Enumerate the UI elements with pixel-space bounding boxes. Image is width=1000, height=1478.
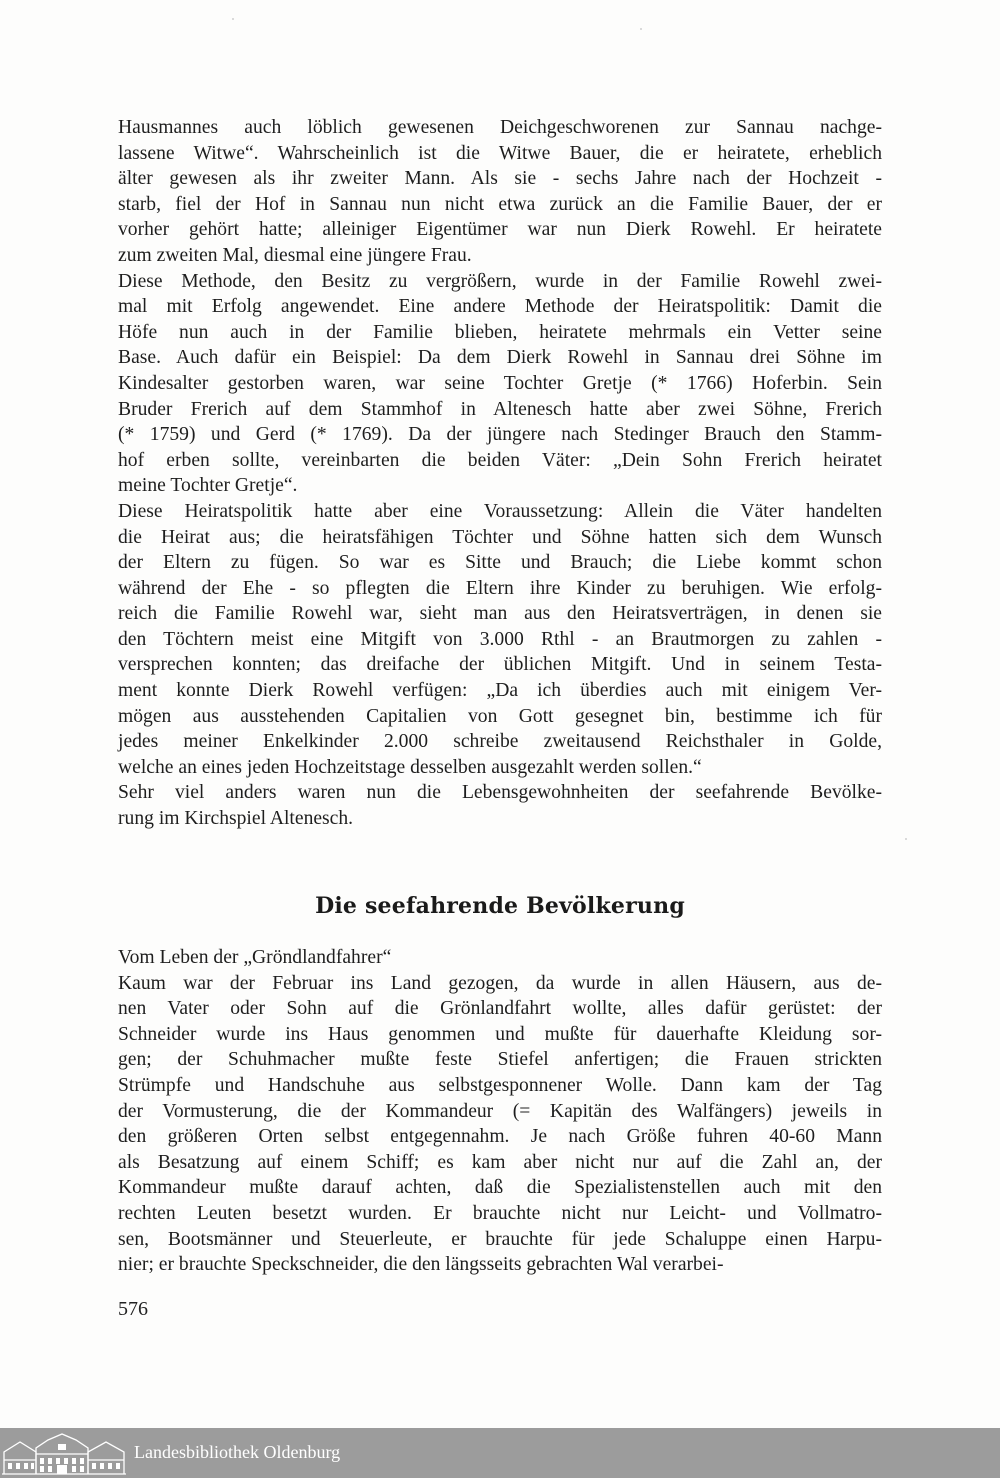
- text-line: mal mit Erfolg angewendet. Eine andere Methode der Heiratspolitik: Damit die: [118, 296, 882, 318]
- text-line: sen, Bootsmänner und Steuerleute, er brauchte für jede Schaluppe einen Harpu-: [118, 1228, 882, 1250]
- scan-speck: [905, 838, 907, 840]
- text-line: meine Tochter Gretje“.: [118, 475, 298, 497]
- text-line: Kindesalter gestorben waren, war seine Tochter Gretje (* 1766) Hoferbin. Sein: [118, 372, 882, 394]
- text-line: den größeren Orten selbst entgegennahm. Je nach Größe fuhren 40-60 Mann: [118, 1126, 882, 1148]
- text-line: Bruder Frerich auf dem Stammhof in Altenesch hatte aber zwei Söhne, Frerich: [118, 398, 882, 420]
- scan-speck: [640, 28, 642, 30]
- library-name: Landesbibliothek Oldenburg: [134, 1442, 341, 1462]
- page-number: 576: [118, 1298, 148, 1320]
- text-line: rechten Leuten besetzt wurden. Er brauchte nicht nur Leicht- und Vollmatro-: [118, 1202, 882, 1224]
- text-line: gen; der Schuhmacher mußte feste Stiefel anfertigen; die Frauen strickten: [118, 1049, 882, 1071]
- text-line: reich die Familie Rowehl war, sieht man aus den Heiratsverträgen, in denen sie: [118, 603, 882, 625]
- text-line: die Heirat aus; die heiratsfähigen Töchter und Söhne hatten sich dem Wunsch: [118, 526, 882, 548]
- text-line: starb, fiel der Hof in Sannau nun nicht etwa zurück an die Familie Bauer, der er: [118, 193, 882, 215]
- text-line: als Besatzung auf einem Schiff; es kam aber nicht nur auf die Zahl an, der: [118, 1151, 882, 1173]
- text-line: lassene Witwe“. Wahrscheinlich ist die Witwe Bauer, die er heiratete, erheblich: [118, 142, 882, 164]
- text-line: Sehr viel anders waren nun die Lebensgewohnheiten der seefahrende Bevölke-: [118, 782, 882, 804]
- text-line: (* 1759) und Gerd (* 1769). Da der jüngere nach Stedinger Brauch den Stamm-: [118, 424, 882, 446]
- text-line: der Vormusterung, die der Kommandeur (= Kapitän des Walfängers) jeweils in: [118, 1100, 882, 1122]
- text-line: den Töchtern meist eine Mitgift von 3.000 Rthl - an Brautmorgen zu zahlen -: [118, 628, 882, 650]
- text-line: der Eltern zu fügen. So war es Sitte und Brauch; die Liebe kommt schon: [118, 552, 882, 574]
- text-line: Schneider wurde ins Haus genommen und mußte für dauerhafte Kleidung sor-: [118, 1023, 882, 1045]
- text-line: hof erben sollte, vereinbarten die beiden Väter: „Dein Sohn Frerich heiratet: [118, 449, 882, 471]
- text-line: welche an eines jeden Hochzeitstage desselben ausgezahlt werden sollen.“: [118, 756, 702, 778]
- scan-speck: [232, 18, 234, 20]
- text-line: ment konnte Dierk Rowehl verfügen: „Da ich überdies auch mit einigem Ver-: [118, 680, 882, 702]
- text-line: mögen aus ausstehenden Capitalien von Gott gesegnet bin, bestimme ich für: [118, 705, 882, 727]
- footer-bar: [0, 1428, 1000, 1478]
- subheading: Vom Leben der „Gröndlandfahrer“: [118, 947, 392, 968]
- text-line: versprechen konnten; das dreifache der üblichen Mitgift. Und in seinem Testa-: [118, 654, 882, 676]
- text-line: Diese Heiratspolitik hatte aber eine Voraussetzung: Allein die Väter handelten: [118, 500, 882, 522]
- text-line: nen Vater oder Sohn auf die Grönlandfahrt wollte, alles dafür gerüstet: der: [118, 998, 882, 1020]
- text-line: älter gewesen als ihr zweiter Mann. Als sie - sechs Jahre nach der Hochzeit -: [118, 168, 882, 190]
- text-line: rung im Kirchspiel Altenesch.: [118, 808, 354, 830]
- text-line: Base. Auch dafür ein Beispiel: Da dem Dierk Rowehl in Sannau drei Söhne im: [118, 347, 882, 369]
- text-line: Hausmannes auch löblich gewesenen Deichgeschworenen zur Sannau nachge-: [118, 117, 882, 138]
- text-line: Kaum war der Februar ins Land gezogen, da wurde in allen Häusern, aus de-: [118, 972, 882, 994]
- text-line: zum zweiten Mal, diesmal eine jüngere Frau.: [118, 244, 472, 266]
- text-line: Diese Methode, den Besitz zu vergrößern, wurde in der Familie Rowehl zwei-: [118, 270, 882, 292]
- text-line: jedes meiner Enkelkinder 2.000 schreibe zweitausend Reichsthaler in Golde,: [118, 731, 882, 753]
- body-text-bottom: [118, 945, 882, 1278]
- text-line: nier; er brauchte Speckschneider, die den längsseits gebrachten Wal verarbei-: [118, 1254, 724, 1276]
- text-line: Höfe nun auch in der Familie blieben, heiratete mehrmals ein Vetter seine: [118, 321, 882, 343]
- text-line: vorher gehört hatte; alleiniger Eigentümer war nun Dierk Rowehl. Er heiratete: [118, 219, 882, 241]
- text-line: Kommandeur mußte darauf achten, daß die Spezialistenstellen auch mit den: [118, 1177, 882, 1199]
- text-line: während der Ehe - so pflegten die Eltern ihre Kinder zu beruhigen. Wie erfolg-: [118, 577, 882, 599]
- library-building-icon: [2, 1430, 126, 1476]
- section-heading: Die seefahrende Bevölkerung: [315, 893, 685, 919]
- text-line: Strümpfe und Handschuhe aus selbstgesponnener Wolle. Dann kam der Tag: [118, 1074, 882, 1096]
- body-text-top: [118, 115, 882, 832]
